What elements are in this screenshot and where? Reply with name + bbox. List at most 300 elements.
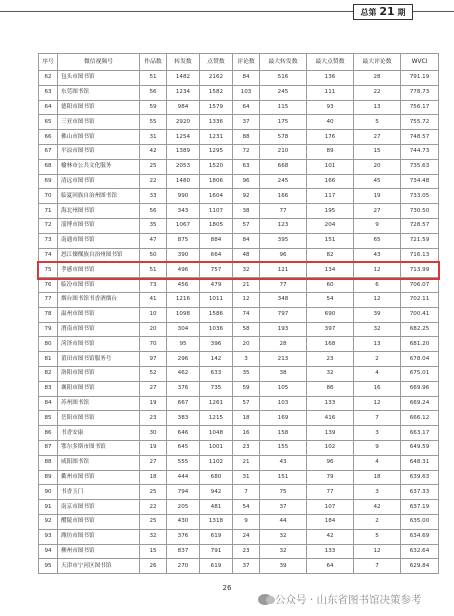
table-row [39, 322, 439, 337]
table-cell: 1067 [167, 218, 200, 233]
table-cell: 89 [307, 144, 354, 159]
table-cell: 496 [167, 263, 200, 278]
table-cell: 64 [233, 100, 260, 115]
library-name-cell: 临汾市图书馆 [58, 278, 140, 293]
table-cell: 204 [307, 218, 354, 233]
table-cell: 79 [39, 322, 58, 337]
table-row [39, 485, 439, 500]
table-cell: 1234 [167, 85, 200, 100]
table-cell: 84 [39, 396, 58, 411]
table-cell: 15 [354, 144, 401, 159]
table-cell: 2162 [200, 71, 233, 86]
library-name-cell: 咸阳图书馆 [58, 455, 140, 470]
column-header: 最大转发数 [260, 54, 307, 71]
table-cell: 86 [39, 426, 58, 441]
table-cell: 103 [233, 85, 260, 100]
table-cell: 430 [167, 514, 200, 529]
page-number: 26 [222, 584, 232, 592]
table-cell: 7 [233, 485, 260, 500]
table-cell: 77 [307, 485, 354, 500]
table-cell: 5 [354, 115, 401, 130]
table-cell: 716.13 [401, 248, 439, 263]
table-cell: 578 [260, 130, 307, 145]
table-cell: 55 [140, 115, 167, 130]
table-cell: 245 [260, 174, 307, 189]
table-cell: 1586 [200, 307, 233, 322]
table-cell: 376 [167, 381, 200, 396]
table-cell: 103 [260, 396, 307, 411]
library-name-cell: 莆田市图书馆服务号 [58, 352, 140, 367]
table-cell: 456 [167, 278, 200, 293]
table-cell: 21 [233, 278, 260, 293]
table-cell: 348 [260, 292, 307, 307]
table-cell: 3 [354, 426, 401, 441]
library-name-cell: 岳阳市图书馆 [58, 411, 140, 426]
table-cell: 96 [233, 174, 260, 189]
table-cell: 1098 [167, 307, 200, 322]
library-name-cell: 南京市图书馆 [58, 500, 140, 515]
table-cell: 213 [260, 352, 307, 367]
column-header: 转发数 [167, 54, 200, 71]
table-cell: 735 [200, 381, 233, 396]
library-name-cell: 衢州市图书馆 [58, 470, 140, 485]
header-rule-right [412, 11, 454, 12]
table-cell: 39 [260, 559, 307, 574]
table-cell: 619 [200, 559, 233, 574]
table-cell: 2920 [167, 115, 200, 130]
table-cell: 95 [39, 559, 58, 574]
table-row [39, 189, 439, 204]
table-cell: 648.31 [401, 455, 439, 470]
table-cell: 95 [167, 337, 200, 352]
table-cell: 27 [140, 455, 167, 470]
table-row [39, 100, 439, 115]
table-row [39, 426, 439, 441]
library-name-cell: 书香玉门 [58, 485, 140, 500]
table-cell: 58 [233, 322, 260, 337]
table-cell: 713.99 [401, 263, 439, 278]
table-row [39, 337, 439, 352]
table-cell: 675.01 [401, 366, 439, 381]
table-cell: 80 [39, 337, 58, 352]
table-cell: 32 [354, 322, 401, 337]
table-cell: 343 [167, 204, 200, 219]
table-cell: 678.04 [401, 352, 439, 367]
table-cell: 1215 [200, 411, 233, 426]
table-cell: 45 [354, 174, 401, 189]
table-cell: 304 [167, 322, 200, 337]
table-cell: 1048 [200, 426, 233, 441]
table-cell: 22 [354, 85, 401, 100]
table-row [39, 71, 439, 86]
table-cell: 7 [354, 411, 401, 426]
table-cell: 245 [260, 85, 307, 100]
table-cell: 397 [307, 322, 354, 337]
table-cell: 31 [140, 130, 167, 145]
table-cell: 73 [140, 278, 167, 293]
table-cell: 13 [354, 100, 401, 115]
table-cell: 91 [39, 500, 58, 515]
table-cell: 13 [354, 337, 401, 352]
table-cell: 516 [260, 71, 307, 86]
table-cell: 681.20 [401, 337, 439, 352]
table-cell: 637.33 [401, 485, 439, 500]
table-row [39, 85, 439, 100]
table-cell: 706.07 [401, 278, 439, 293]
table-cell: 632.64 [401, 544, 439, 559]
table-row [39, 144, 439, 159]
table-cell: 28 [354, 71, 401, 86]
library-name-cell: 温州市图书馆 [58, 307, 140, 322]
table-cell: 40 [307, 115, 354, 130]
table-cell: 72 [233, 144, 260, 159]
table-cell: 3 [354, 485, 401, 500]
table-cell: 756.17 [401, 100, 439, 115]
table-cell: 462 [167, 366, 200, 381]
table-cell: 133 [307, 396, 354, 411]
table-cell: 195 [307, 204, 354, 219]
table-cell: 619 [200, 529, 233, 544]
library-name-cell: 平凉市图书馆 [58, 144, 140, 159]
wechat-icon [258, 594, 272, 605]
table-row [39, 352, 439, 367]
table-cell: 210 [260, 144, 307, 159]
column-header: 评论数 [233, 54, 260, 71]
table-cell: 83 [39, 381, 58, 396]
table-cell: 395 [260, 233, 307, 248]
table-cell: 669.24 [401, 396, 439, 411]
table-cell: 396 [200, 337, 233, 352]
table-cell: 155 [260, 440, 307, 455]
table-cell: 416 [307, 411, 354, 426]
table-cell: 87 [39, 440, 58, 455]
library-name-cell: 烟台图书馆书香酒烟台 [58, 292, 140, 307]
table-cell: 19 [140, 440, 167, 455]
table-cell: 629.84 [401, 559, 439, 574]
table-cell: 649.59 [401, 440, 439, 455]
table-cell: 25 [140, 159, 167, 174]
table-cell: 721.59 [401, 233, 439, 248]
table-cell: 37 [233, 115, 260, 130]
table-cell: 27 [140, 381, 167, 396]
table-cell: 755.72 [401, 115, 439, 130]
table-cell: 778.73 [401, 85, 439, 100]
table-cell: 383 [167, 411, 200, 426]
column-header: 微信视频号 [58, 54, 140, 71]
table-cell: 72 [39, 218, 58, 233]
table-cell: 1604 [200, 189, 233, 204]
table-cell: 663.17 [401, 426, 439, 441]
table-cell: 32 [260, 544, 307, 559]
table-cell: 59 [233, 381, 260, 396]
table-cell: 62 [39, 71, 58, 86]
library-name-cell: 临夏回族自治州图书馆 [58, 189, 140, 204]
watermark-text: 公众号 · 山东省图书馆决策参考 [275, 594, 422, 606]
column-header: 点赞数 [200, 54, 233, 71]
table-cell: 117 [307, 189, 354, 204]
table-cell: 44 [260, 514, 307, 529]
table-cell: 1001 [200, 440, 233, 455]
table-cell: 66 [39, 130, 58, 145]
table-cell: 54 [233, 500, 260, 515]
table-cell: 555 [167, 455, 200, 470]
table-cell: 82 [39, 366, 58, 381]
table-cell: 42 [307, 529, 354, 544]
table-cell: 168 [307, 337, 354, 352]
table-cell: 1102 [200, 455, 233, 470]
table-cell: 92 [233, 189, 260, 204]
watermark [258, 592, 422, 607]
table-cell: 797 [260, 307, 307, 322]
column-header: 最大点赞数 [307, 54, 354, 71]
table-cell: 733.05 [401, 189, 439, 204]
table-cell: 1336 [200, 115, 233, 130]
table-cell: 97 [140, 352, 167, 367]
table-cell: 16 [233, 426, 260, 441]
table-cell: 96 [260, 248, 307, 263]
table-cell: 2 [354, 514, 401, 529]
table-cell: 748.57 [401, 130, 439, 145]
table-cell: 42 [354, 500, 401, 515]
table-cell: 296 [167, 352, 200, 367]
table-cell: 184 [307, 514, 354, 529]
table-cell: 9 [354, 218, 401, 233]
library-name-cell: 三亚市图书馆 [58, 115, 140, 130]
table-cell: 67 [39, 144, 58, 159]
library-name-cell: 襄阳市图书馆 [58, 381, 140, 396]
table-cell: 942 [200, 485, 233, 500]
table-cell: 1036 [200, 322, 233, 337]
library-name-cell: 佛山市图书馆 [58, 130, 140, 145]
table-cell: 51 [140, 263, 167, 278]
table-cell: 6 [354, 278, 401, 293]
table-cell: 757 [200, 263, 233, 278]
table-row [39, 292, 439, 307]
table-cell: 22 [140, 174, 167, 189]
table-cell: 702.11 [401, 292, 439, 307]
table-row [39, 248, 439, 263]
table-cell: 59 [140, 100, 167, 115]
library-name-cell: 清远市图书馆 [58, 174, 140, 189]
table-row [39, 233, 439, 248]
table-cell: 376 [167, 529, 200, 544]
table-cell: 837 [167, 544, 200, 559]
table-cell: 23 [140, 411, 167, 426]
table-cell: 23 [233, 544, 260, 559]
table-cell: 479 [200, 278, 233, 293]
table-cell: 88 [39, 455, 58, 470]
table-cell: 1216 [167, 292, 200, 307]
table-cell: 82 [307, 248, 354, 263]
table-cell: 984 [167, 100, 200, 115]
table-cell: 107 [307, 500, 354, 515]
table-cell: 444 [167, 470, 200, 485]
table-row [39, 218, 439, 233]
table-cell: 205 [167, 500, 200, 515]
table-cell: 1254 [167, 130, 200, 145]
header-rule-left [0, 11, 353, 12]
library-name-cell: 书香安康 [58, 426, 140, 441]
table-cell: 21 [233, 455, 260, 470]
table-row [39, 307, 439, 322]
library-name-cell: 醴陵市图书馆 [58, 514, 140, 529]
library-name-cell: 柳州市图书馆 [58, 544, 140, 559]
table-cell: 668 [260, 159, 307, 174]
table-cell: 32 [140, 529, 167, 544]
table-cell: 637.19 [401, 500, 439, 515]
table-cell: 1295 [200, 144, 233, 159]
table-cell: 1011 [200, 292, 233, 307]
table-cell: 77 [260, 204, 307, 219]
table-cell: 30 [140, 426, 167, 441]
table-cell: 9 [233, 514, 260, 529]
table-cell: 23 [233, 440, 260, 455]
table-cell: 666.12 [401, 411, 439, 426]
table-cell: 1806 [200, 174, 233, 189]
table-cell: 84 [233, 233, 260, 248]
table-cell: 24 [233, 529, 260, 544]
table-cell: 139 [307, 426, 354, 441]
table-cell: 77 [39, 292, 58, 307]
table-cell: 28 [260, 337, 307, 352]
table-cell: 81 [39, 352, 58, 367]
library-name-cell: 海北州图书馆 [58, 204, 140, 219]
table-cell: 744.73 [401, 144, 439, 159]
table-cell: 12 [354, 396, 401, 411]
table-cell: 94 [39, 544, 58, 559]
table-cell: 51 [140, 71, 167, 86]
table-cell: 12 [233, 292, 260, 307]
table-cell: 85 [39, 411, 58, 426]
table-cell: 166 [307, 174, 354, 189]
table-cell: 669.96 [401, 381, 439, 396]
table-cell: 682.25 [401, 322, 439, 337]
table-row [39, 500, 439, 515]
table-cell: 19 [140, 396, 167, 411]
table-row [39, 470, 439, 485]
table-cell: 70 [39, 189, 58, 204]
table-cell: 26 [140, 559, 167, 574]
table-cell: 43 [354, 248, 401, 263]
library-name-cell: 东莞图书馆 [58, 85, 140, 100]
library-name-cell: 淄博市图书馆 [58, 218, 140, 233]
table-cell: 77 [260, 278, 307, 293]
table-cell: 78 [39, 307, 58, 322]
table-cell: 20 [233, 337, 260, 352]
table-cell: 33 [140, 189, 167, 204]
table-cell: 84 [233, 71, 260, 86]
table-cell: 884 [200, 233, 233, 248]
table-cell: 481 [200, 500, 233, 515]
table-row [39, 544, 439, 559]
library-name-cell: 天津市宁河区图书馆 [58, 559, 140, 574]
table-cell: 166 [260, 189, 307, 204]
table-cell: 7 [354, 559, 401, 574]
table-cell: 60 [307, 278, 354, 293]
table-cell: 734.48 [401, 174, 439, 189]
table-row [39, 455, 439, 470]
table-cell: 92 [39, 514, 58, 529]
table-cell: 1389 [167, 144, 200, 159]
table-cell: 1480 [167, 174, 200, 189]
table-cell: 123 [260, 218, 307, 233]
table-cell: 176 [307, 130, 354, 145]
library-name-cell: 苏州图书馆 [58, 396, 140, 411]
table-cell: 23 [307, 352, 354, 367]
table-cell: 115 [260, 100, 307, 115]
table-cell: 193 [260, 322, 307, 337]
table-cell: 1579 [200, 100, 233, 115]
table-cell: 18 [140, 470, 167, 485]
table-row [39, 263, 439, 278]
table-row [39, 174, 439, 189]
table-cell: 90 [39, 485, 58, 500]
library-name-cell: 渭南市图书馆 [58, 322, 140, 337]
table-cell: 20 [140, 322, 167, 337]
table-cell: 169 [260, 411, 307, 426]
library-name-cell: 南通市图书馆 [58, 233, 140, 248]
table-cell: 1261 [200, 396, 233, 411]
issue-prefix: 总第 [360, 8, 377, 17]
table-cell: 25 [140, 485, 167, 500]
table-cell: 56 [140, 85, 167, 100]
table-cell: 32 [307, 366, 354, 381]
table-cell: 667 [167, 396, 200, 411]
table-cell: 390 [167, 248, 200, 263]
table-cell: 12 [354, 263, 401, 278]
table-cell: 22 [140, 500, 167, 515]
table-cell: 68 [39, 159, 58, 174]
table-cell: 635.00 [401, 514, 439, 529]
table-cell: 158 [260, 426, 307, 441]
library-name-cell: 潍坊市图书馆 [58, 529, 140, 544]
table-cell: 12 [354, 544, 401, 559]
table-cell: 101 [307, 159, 354, 174]
table-cell: 2 [354, 352, 401, 367]
table-cell: 15 [140, 544, 167, 559]
table-cell: 89 [39, 470, 58, 485]
table-cell: 791 [200, 544, 233, 559]
table-cell: 151 [260, 470, 307, 485]
table-cell: 20 [354, 159, 401, 174]
library-name-cell: 洛阳市图书馆 [58, 366, 140, 381]
table-body [39, 71, 439, 574]
table-cell: 680 [200, 470, 233, 485]
table-cell: 25 [140, 514, 167, 529]
table-cell: 65 [354, 233, 401, 248]
table-cell: 700.41 [401, 307, 439, 322]
table-cell: 74 [233, 307, 260, 322]
table-cell: 690 [307, 307, 354, 322]
table-cell: 32 [233, 263, 260, 278]
ranking-table [38, 53, 439, 574]
table-cell: 664 [200, 248, 233, 263]
table-row [39, 204, 439, 219]
table-cell: 9 [354, 440, 401, 455]
library-name-cell: 鄂尔多斯市图书馆 [58, 440, 140, 455]
table-cell: 37 [260, 500, 307, 515]
table-cell: 634.69 [401, 529, 439, 544]
table-cell: 990 [167, 189, 200, 204]
table-cell: 1582 [200, 85, 233, 100]
table-row [39, 159, 439, 174]
table-cell: 633 [200, 366, 233, 381]
table-cell: 18 [233, 411, 260, 426]
table-cell: 35 [233, 366, 260, 381]
library-name-cell: 怒江傈僳族自治州图书馆 [58, 248, 140, 263]
table-header-row [39, 54, 439, 71]
table-cell: 1231 [200, 130, 233, 145]
